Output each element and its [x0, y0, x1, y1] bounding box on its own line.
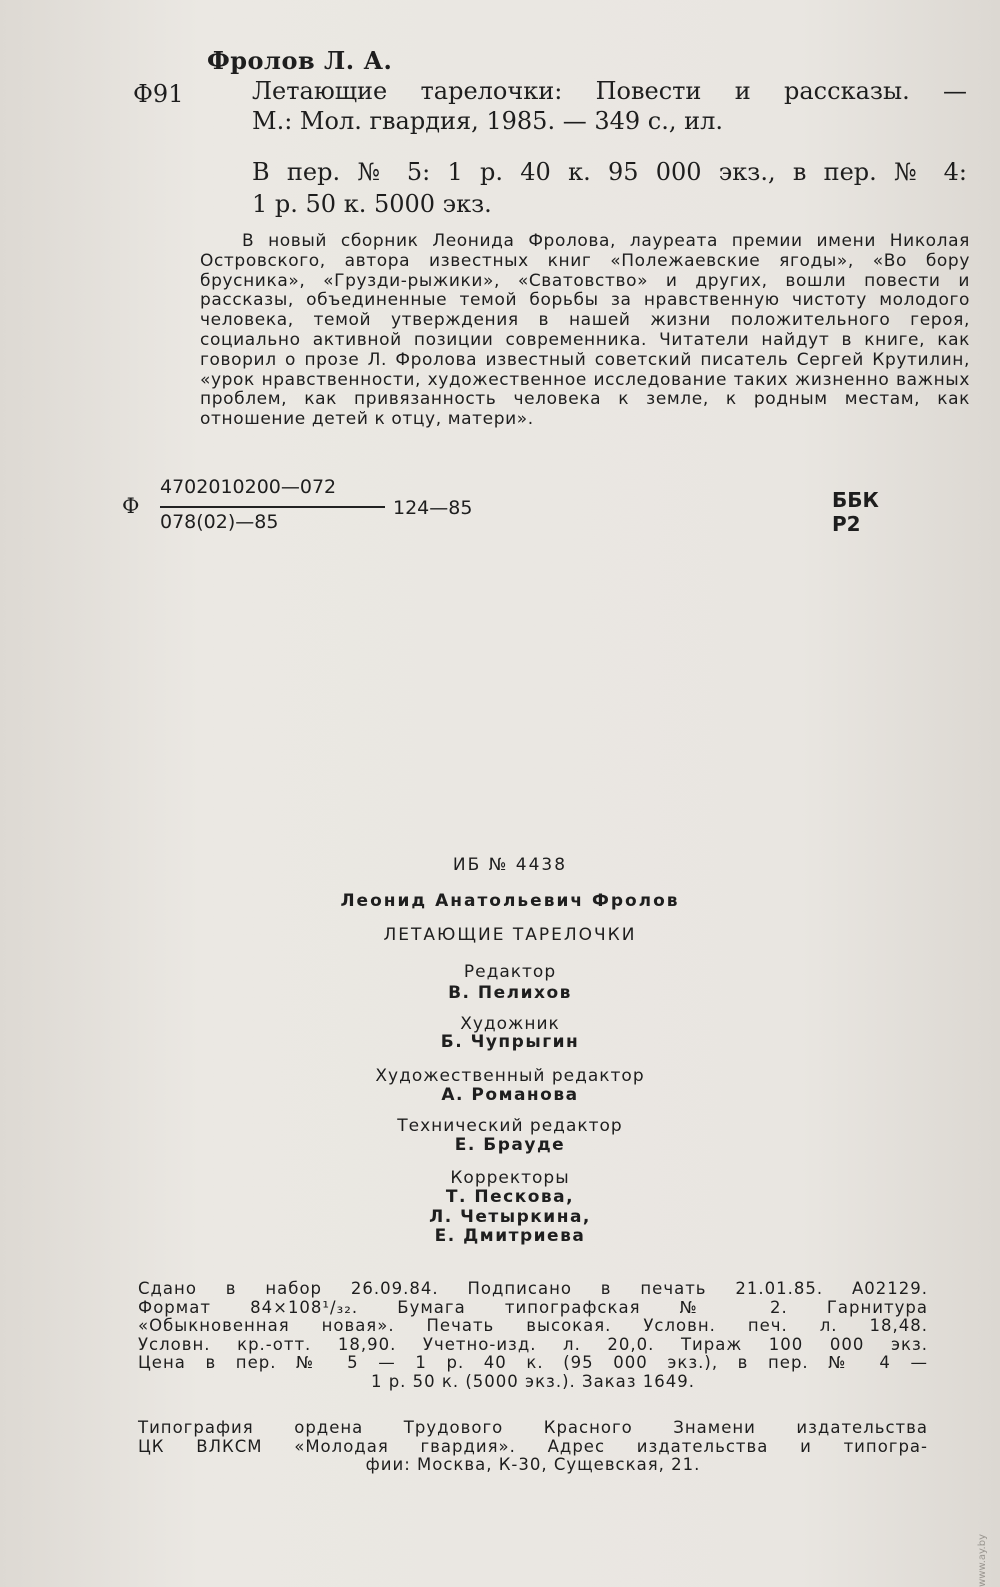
ib-number: ИБ № 4438: [452, 855, 568, 875]
price-entry: [252, 156, 967, 220]
publisher-line: М.: Мол. гвардия, 1985. — 349 с., ил.: [252, 107, 723, 135]
imprint-line: 1 р. 50 к. (5000 экз.). Заказ 1649.: [370, 1371, 696, 1391]
printer-line: Типография ордена Трудового Красного Знамени издательства: [138, 1418, 928, 1437]
credit-name: Е. Брауде: [454, 1135, 566, 1155]
imprint-line: Формат 84×108¹/₃₂. Бумага типографская № 2. Гарнитура: [138, 1297, 928, 1317]
imprint-line: Условн. кр.-отт. 18,90. Учетно-изд. л. 20,0. Тираж 100 000 экз.: [138, 1334, 928, 1354]
credit-role: Технический редактор: [397, 1116, 623, 1136]
bbk-label: ББК: [832, 488, 879, 512]
site-watermark: www.ay.by: [977, 1534, 988, 1587]
title-line: Летающие тарелочки: Повести и рассказы. —: [252, 77, 967, 105]
credit-role: Редактор: [463, 962, 557, 982]
bibliographic-entry: [252, 76, 967, 136]
credit-role: Корректоры: [450, 1168, 570, 1188]
price-line-1: В пер. № 5: 1 р. 40 к. 95 000 экз., в пер. № 4:: [252, 158, 967, 186]
index-phi: Ф: [122, 494, 140, 518]
credit-name: Л. Четыркина,: [429, 1207, 591, 1227]
index-denominator: 078(02)—85: [160, 511, 279, 533]
imprint-line: «Обыкновенная новая». Печать высокая. Условн. печ. л. 18,48.: [138, 1316, 928, 1336]
credit-role: Художник: [460, 1014, 560, 1034]
credit-name: Е. Дмитриева: [434, 1226, 586, 1246]
printer-line: фии: Москва, К-30, Сущевская, 21.: [365, 1455, 701, 1475]
credit-role: Художественный редактор: [375, 1066, 645, 1086]
index-right: 124—85: [393, 497, 473, 519]
imprint-line: Цена в пер. № 5 — 1 р. 40 к. (95 000 экз.), в пер. № 4 —: [138, 1353, 928, 1373]
catalog-code: Ф91: [133, 80, 184, 108]
printer-details: [138, 1419, 928, 1475]
index-fraction-line: [160, 506, 385, 508]
author-full-name: Леонид Анатольевич Фролов: [340, 891, 680, 911]
price-line-2: 1 р. 50 к. 5000 экз.: [252, 190, 492, 218]
book-title: ЛЕТАЮЩИЕ ТАРЕЛОЧКИ: [383, 925, 637, 945]
annotation: В новый сборник Леонида Фролова, лауреата премии имени Николая Островского, автора известных книг «Полежаевские ягоды», «Во бору брусника», «Грузди-рыжики», «Сватовство» и других, вошли повести и рассказы, объединенные темой борьбы за нравственную чистоту молодого человека, темой утверждения в нашей жизни положительного героя, социально активной позиции современника. Читатели найдут в книге, как говорил о прозе Л. Фролова известный советский писатель Сергей Крутилин, «урок нравственности, художественное исследование таких жизненно важных проблем, как привязанность человека к земле, к родным местам, как отношение детей к отцу, матери».: [200, 231, 970, 430]
printer-line: ЦК ВЛКСМ «Молодая гвардия». Адрес издательства и типогра-: [138, 1436, 928, 1456]
bbk-value: Р2: [832, 512, 861, 536]
author-name: Фролов Л. А.: [207, 46, 393, 75]
credit-name: А. Романова: [441, 1085, 579, 1105]
index-numerator: 4702010200—072: [160, 476, 337, 498]
credit-name: Б. Чупрыгин: [440, 1032, 580, 1052]
imprint-line: Сдано в набор 26.09.84. Подписано в печать 21.01.85. А02129.: [138, 1279, 928, 1298]
printing-details: [138, 1280, 928, 1392]
credit-name: В. Пелихов: [448, 983, 572, 1003]
credit-name: Т. Пескова,: [445, 1187, 575, 1207]
